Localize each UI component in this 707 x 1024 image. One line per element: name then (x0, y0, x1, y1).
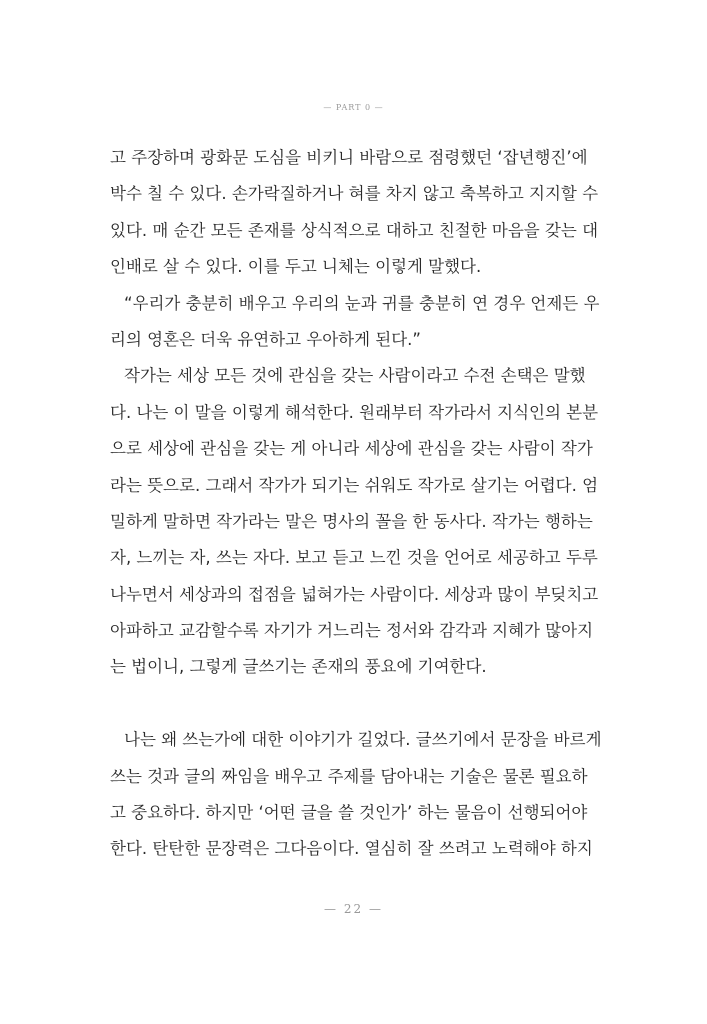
text-line: 있다. 매 순간 모든 존재를 상식적으로 대하고 친절한 마음을 갖는 대 (110, 220, 599, 240)
text-line: 나누면서 세상과의 접점을 넓혀가는 사람이다. 세상과 많이 부딪치고 (110, 584, 599, 604)
text-line: 밀하게 말하면 작가라는 말은 명사의 꼴을 한 동사다. 작가는 행하는 (110, 511, 593, 531)
text-line: 다. 나는 이 말을 이렇게 해석한다. 원래부터 작가라서 지식인의 본분 (110, 402, 599, 422)
page-number: — 22 — (324, 902, 383, 916)
text-line: 나는 왜 쓰는가에 대한 이야기가 길었다. 글쓰기에서 문장을 바르게 (124, 730, 602, 750)
text-line: 고 중요하다. 하지만 ‘어떤 글을 쓸 것인가’ 하는 물음이 선행되어야 (110, 803, 588, 823)
paragraph (110, 146, 599, 292)
text-line: 인배로 살 수 있다. 이를 두고 니체는 이렇게 말했다. (110, 257, 482, 277)
text-line: 박수 칠 수 있다. 손가락질하거나 혀를 차지 않고 축복하고 지지할 수 (110, 184, 599, 204)
text-line: 리의 영혼은 더욱 유연하고 우아하게 된다.” (110, 329, 421, 349)
quote-paragraph (110, 292, 600, 365)
running-head: — PART 0 — (323, 103, 384, 112)
body-text (110, 146, 602, 874)
text-line: “우리가 충분히 배우고 우리의 눈과 귀를 충분히 연 경우 언제든 우 (124, 293, 600, 313)
text-line: 한다. 탄탄한 문장력은 그다음이다. 열심히 잘 쓰려고 노력해야 하지 (110, 839, 593, 859)
text-line: 으로 세상에 관심을 갖는 게 아니라 세상에 관심을 갖는 사람이 작가 (110, 439, 593, 459)
text-line: 고 주장하며 광화문 도심을 비키니 바람으로 점령했던 ‘잡년행진’에 (110, 148, 588, 167)
text-line: 라는 뜻으로. 그래서 작가가 되기는 쉬워도 작가로 살기는 어렵다. 엄 (110, 475, 599, 495)
text-line: 아파하고 교감할수록 자기가 거느리는 정서와 감각과 지혜가 많아지 (110, 621, 594, 641)
text-line: 자, 느끼는 자, 쓰는 자다. 보고 듣고 느낀 것을 언어로 세공하고 두루 (110, 548, 598, 568)
text-line: 작가는 세상 모든 것에 관심을 갖는 사람이라고 수전 손택은 말했 (124, 366, 586, 386)
text-line: 쓰는 것과 글의 짜임을 배우고 주제를 담아내는 기술은 물론 필요하 (110, 766, 588, 786)
text-line: 는 법이니, 그렇게 글쓰기는 존재의 풍요에 기여한다. (110, 657, 487, 677)
paragraph (110, 728, 602, 874)
paragraph (110, 364, 599, 692)
paragraph-gap (110, 692, 584, 728)
